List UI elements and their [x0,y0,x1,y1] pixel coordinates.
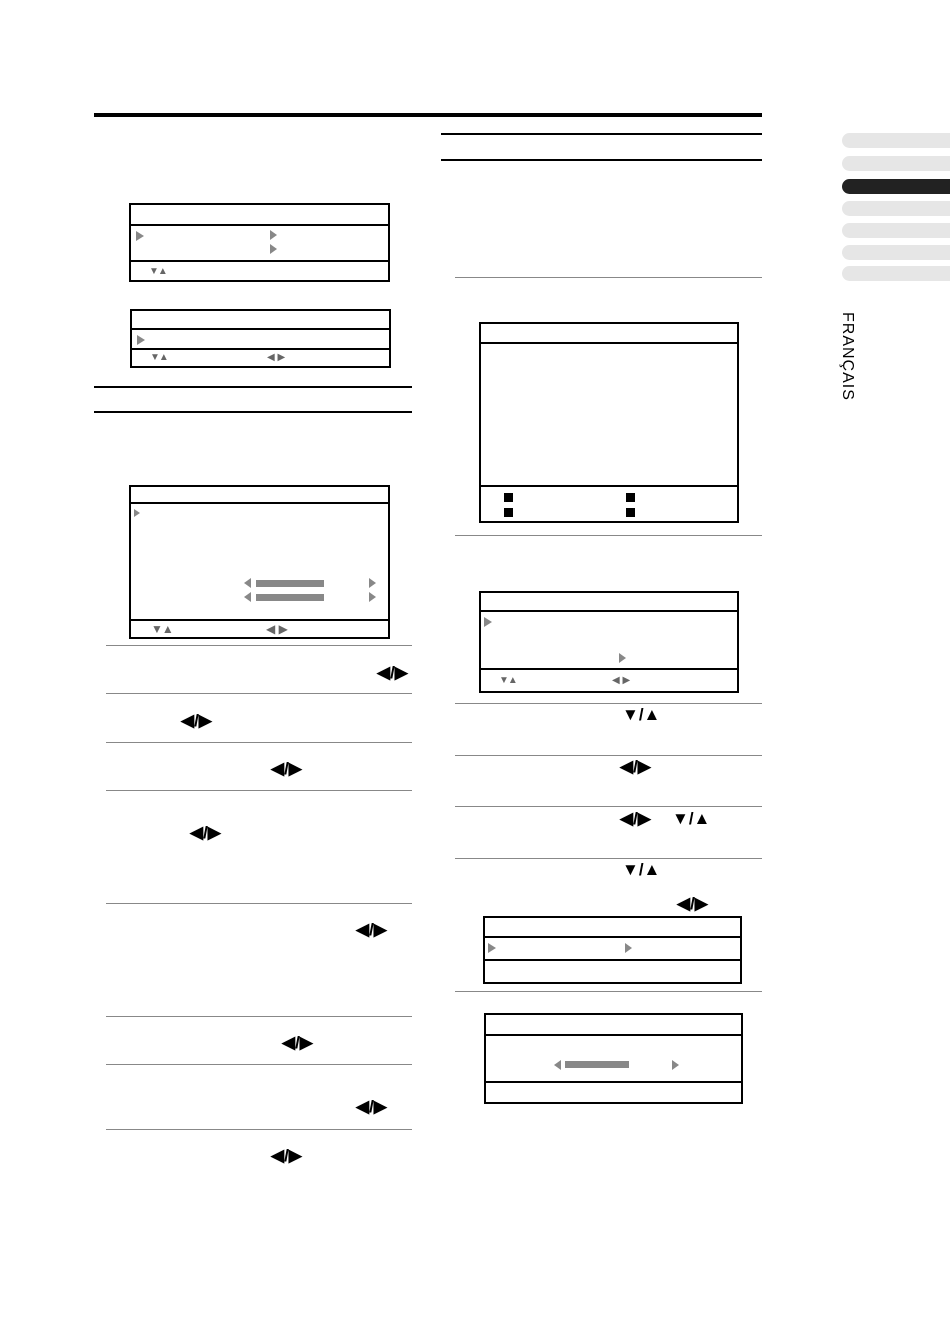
osd-menu-3 [129,485,390,639]
level-bar [565,1061,629,1068]
submenu-arrow-icon [270,244,277,254]
left-right-key-icon: ◀/▶ [190,823,221,842]
language-label: FRANÇAIS [839,312,856,401]
chapter-tab [842,201,950,216]
down-up-key-icon: ▼/▲ [672,809,711,828]
left-right-key-icon: ◀/▶ [356,920,387,939]
osd-menu-2 [130,309,391,368]
left-right-key-icon: ◀/▶ [271,759,302,778]
color-key-icon [504,493,513,502]
osd-menu-4 [479,322,739,523]
left-right-key-icon: ◀/▶ [271,1146,302,1165]
down-up-nav-icon: ▼▲ [149,266,167,277]
left-right-key-icon: ◀/▶ [356,1097,387,1116]
section-rule [441,159,762,161]
down-up-nav-icon: ▼▲ [151,622,173,636]
left-right-key-icon: ◀/▶ [377,663,408,682]
cursor-icon [137,335,145,345]
level-bar [256,580,324,587]
section-rule [94,386,412,388]
submenu-arrow-icon [270,230,277,240]
cursor-icon [484,617,492,627]
submenu-arrow-icon [625,943,632,953]
right-arrow-icon [369,578,376,588]
section-rule [94,411,412,413]
chapter-tab [842,223,950,238]
left-arrow-icon [554,1060,561,1070]
chapter-tab-active [842,179,950,194]
down-up-nav-icon: ▼▲ [499,675,517,686]
osd-menu-6 [483,916,742,984]
down-up-key-icon: ▼/▲ [622,860,661,879]
left-arrow-icon [244,578,251,588]
color-key-icon [626,493,635,502]
left-right-key-icon: ◀/▶ [677,894,708,913]
level-bar [256,594,324,601]
down-up-key-icon: ▼/▲ [622,705,661,724]
osd-menu-1 [129,203,390,282]
osd-menu-5 [479,591,739,693]
left-arrow-icon [244,592,251,602]
chapter-tab [842,156,950,171]
cursor-icon [488,943,496,953]
left-right-nav-icon: ◀ ▶ [612,675,631,686]
section-rule [441,133,762,135]
cursor-icon [136,231,144,241]
chapter-tab [842,245,950,260]
left-right-nav-icon: ◀ ▶ [267,352,286,363]
chapter-tab [842,133,950,148]
cursor-icon [134,509,140,517]
left-right-key-icon: ◀/▶ [620,757,651,776]
color-key-icon [504,508,513,517]
left-right-key-icon: ◀/▶ [620,809,651,828]
submenu-arrow-icon [619,653,626,663]
right-arrow-icon [672,1060,679,1070]
left-right-key-icon: ◀/▶ [282,1033,313,1052]
right-arrow-icon [369,592,376,602]
chapter-tab [842,266,950,281]
color-key-icon [626,508,635,517]
osd-menu-7 [484,1013,743,1104]
top-rule [94,113,762,117]
left-right-key-icon: ◀/▶ [181,711,212,730]
left-right-nav-icon: ◀ ▶ [266,622,288,636]
down-up-nav-icon: ▼▲ [150,352,168,363]
